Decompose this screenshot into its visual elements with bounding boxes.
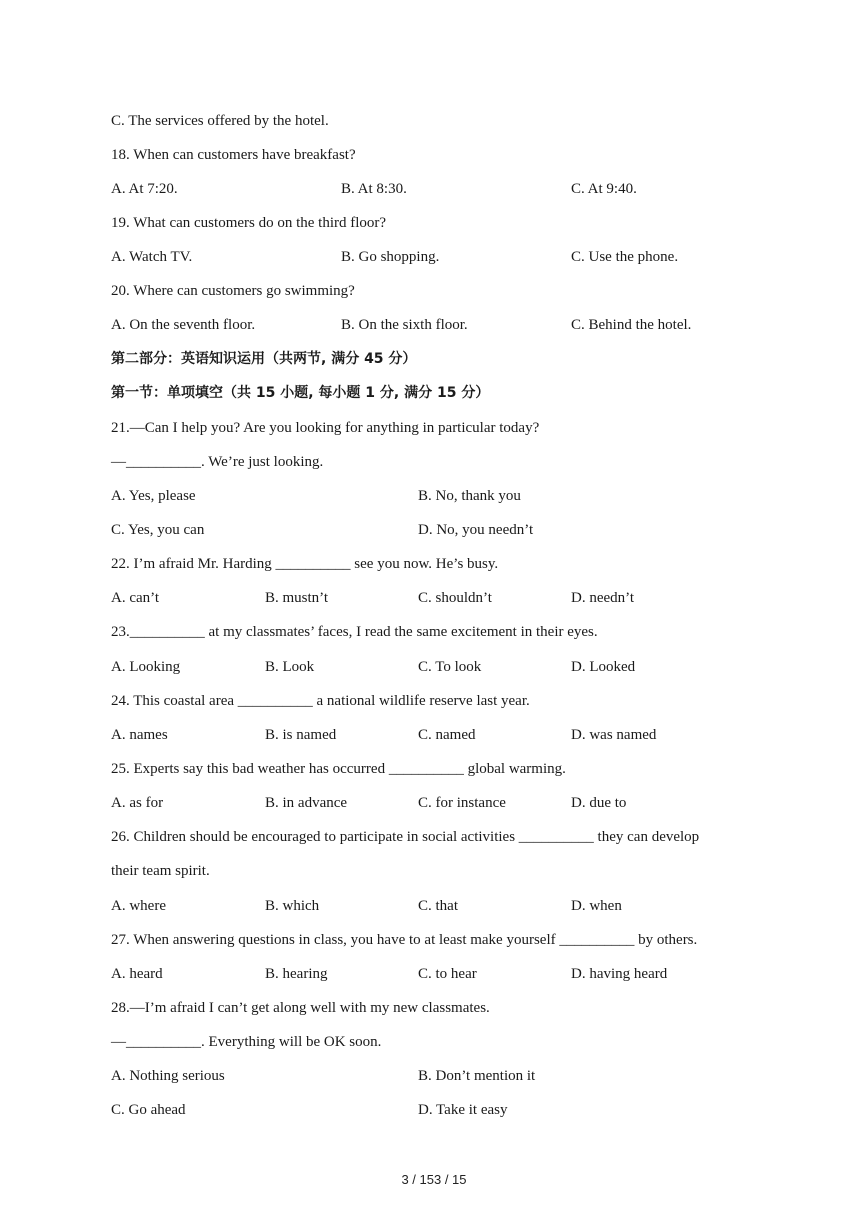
question-27: 27. When answering questions in class, you have to at least make yourself __________ by others.	[111, 932, 698, 948]
option-b: B. Don’t mention it	[418, 1068, 536, 1084]
option-a: A. can’t	[111, 590, 160, 606]
question-24: 24. This coastal area __________ a national wildlife reserve last year.	[111, 693, 530, 709]
option-c: C. Go ahead	[111, 1102, 186, 1118]
option-c: C. that	[418, 898, 458, 914]
option-b: B. No, thank you	[418, 488, 521, 504]
option-b: B. mustn’t	[265, 590, 329, 606]
option-c: C. Behind the hotel.	[571, 317, 692, 333]
question-19: 19. What can customers do on the third floor?	[111, 215, 387, 231]
option-a: A. Watch TV.	[111, 249, 193, 265]
option-a: A. Looking	[111, 659, 181, 675]
option-c: C. for instance	[418, 795, 506, 811]
option-b: B. Look	[265, 659, 315, 675]
option-d: D. Looked	[571, 659, 636, 675]
option-b: B. hearing	[265, 966, 328, 982]
option-b: B. On the sixth floor.	[341, 317, 468, 333]
question-28: 28.—I’m afraid I can’t get along well with my new classmates.	[111, 1000, 490, 1016]
section-heading: 第一节：单项填空（共 15 小题, 每小题 1 分, 满分 15 分）	[111, 385, 490, 401]
option-a: A. Yes, please	[111, 488, 196, 504]
option-a: A. At 7:20.	[111, 181, 178, 197]
option-a: A. where	[111, 898, 166, 914]
option-d: D. No, you needn’t	[418, 522, 534, 538]
option-d: D. due to	[571, 795, 627, 811]
option-a: A. heard	[111, 966, 163, 982]
option-b: B. At 8:30.	[341, 181, 407, 197]
option-a: A. On the seventh floor.	[111, 317, 256, 333]
option-c: C. Yes, you can	[111, 522, 205, 538]
option-b: B. Go shopping.	[341, 249, 440, 265]
page-number: 3 / 153 / 15	[401, 1172, 467, 1187]
question-26: 26. Children should be encouraged to participate in social activities __________ they can develop	[111, 829, 700, 845]
option-b: B. which	[265, 898, 320, 914]
option-c: C. Use the phone.	[571, 249, 679, 265]
option-d: D. when	[571, 898, 622, 914]
option-d: D. having heard	[571, 966, 668, 982]
question-26-continued: their team spirit.	[111, 863, 210, 879]
question-21-reply: —__________. We’re just looking.	[111, 454, 324, 470]
option-line: C. The services offered by the hotel.	[111, 113, 329, 129]
question-18: 18. When can customers have breakfast?	[111, 147, 356, 163]
option-a: A. Nothing serious	[111, 1068, 225, 1084]
option-a: A. as for	[111, 795, 164, 811]
option-a: A. names	[111, 727, 168, 743]
option-c: C. to hear	[418, 966, 477, 982]
question-23: 23.__________ at my classmates’ faces, I read the same excitement in their eyes.	[111, 624, 598, 640]
part-heading: 第二部分：英语知识运用（共两节, 满分 45 分）	[111, 351, 417, 367]
option-d: D. Take it easy	[418, 1102, 508, 1118]
option-b: B. in advance	[265, 795, 348, 811]
option-d: D. needn’t	[571, 590, 635, 606]
question-25: 25. Experts say this bad weather has occurred __________ global warming.	[111, 761, 566, 777]
option-c: C. shouldn’t	[418, 590, 492, 606]
question-21: 21.—Can I help you? Are you looking for anything in particular today?	[111, 420, 540, 436]
question-20: 20. Where can customers go swimming?	[111, 283, 355, 299]
option-c: C. At 9:40.	[571, 181, 637, 197]
question-28-reply: —__________. Everything will be OK soon.	[111, 1034, 382, 1050]
option-d: D. was named	[571, 727, 657, 743]
question-22: 22. I’m afraid Mr. Harding __________ see you now. He’s busy.	[111, 556, 499, 572]
option-c: C. To look	[418, 659, 482, 675]
option-c: C. named	[418, 727, 476, 743]
option-b: B. is named	[265, 727, 337, 743]
